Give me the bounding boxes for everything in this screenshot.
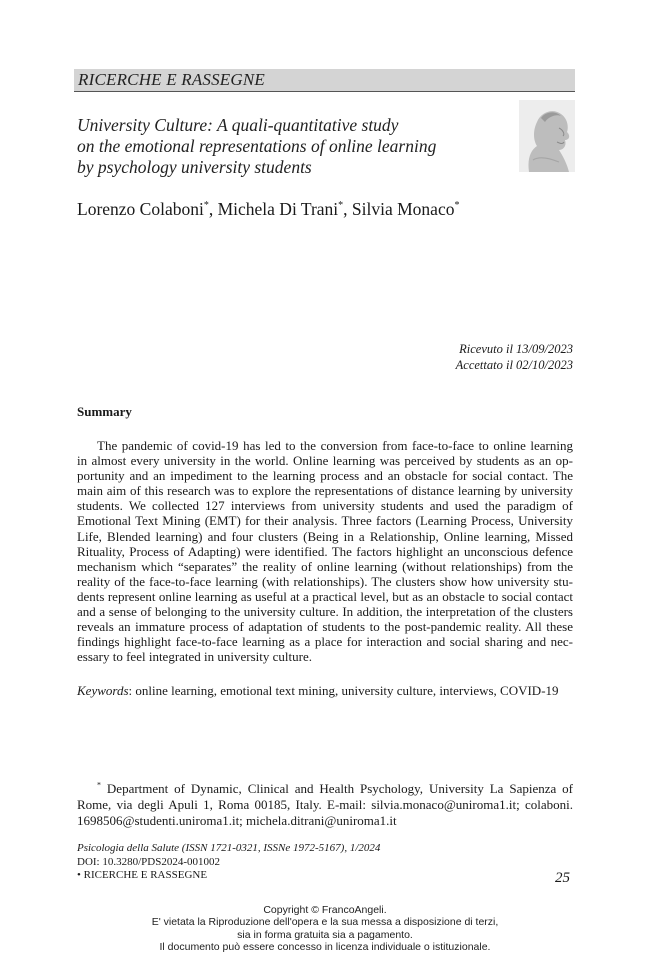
- affiliation-footnote: [77, 781, 573, 830]
- keywords-label: Keywords: [77, 683, 129, 698]
- abstract-line: essary to feel integrated in university culture.: [77, 649, 313, 665]
- keywords: [77, 683, 559, 699]
- title-line: on the emotional representations of online learning: [77, 136, 437, 156]
- author-name: Lorenzo Colaboni: [77, 199, 204, 219]
- author-list: [77, 199, 459, 220]
- journal-logo-portrait-icon: [519, 100, 575, 172]
- doi: DOI: 10.3280/PDS2024-001002: [77, 855, 221, 868]
- section-header-text: RICERCHE E RASSEGNE: [78, 70, 265, 89]
- abstract-line: The pandemic of covid-19 has led to the conversion from face-to-face to online learning: [97, 438, 573, 453]
- abstract-line: mechanism which “separates” the reality of online learning (without relationships) from the: [77, 558, 573, 574]
- author-separator: ,: [343, 199, 352, 219]
- abstract-line: in almost every university in the world. Online learning was perceived by students as an op-: [77, 453, 573, 469]
- footnote-text: Department of Dynamic, Clinical and Health Psychology, University La Sapienza of: [106, 781, 573, 796]
- abstract-line: Emotional Text Mining (EMT) for their analysis. Three factors (Learning Process, University: [77, 513, 573, 529]
- section-label: • RICERCHE E RASSEGNE: [77, 869, 208, 881]
- footnote-line: 1698506@studenti.uniroma1.it; michela.ditrani@uniroma1.it: [77, 813, 397, 829]
- section-header-bar: [74, 69, 575, 92]
- footnote-line: Rome, via degli Apuli 1, Roma 00185, Italy. E-mail: silvia.monaco@uniroma1.it; colaboni.: [77, 797, 573, 813]
- abstract-line: Rituality, Process of Adapting) were identified. The factors highlight an unconscious defence: [77, 543, 573, 559]
- author-affiliation-mark: *: [454, 200, 460, 212]
- author-name: Silvia Monaco: [351, 199, 455, 219]
- abstract-line: students. We collected 127 interviews from university students and used the paradigm of: [77, 498, 573, 514]
- submission-dates: [456, 341, 573, 373]
- title-line: University Culture: A quali-quantitative study: [77, 115, 399, 135]
- abstract-line: dents represent online learning as useful at a practical level, but as an obstacle to social contact: [77, 588, 573, 604]
- abstract-line: findings highlight face-to-face learning as a place for interaction and social sharing and nec-: [77, 634, 573, 650]
- author-name: Michela Di Trani: [217, 199, 339, 219]
- abstract-line: Life, Blended learning) and four clusters (Being in a Relationship, Online learning, Missed: [77, 528, 573, 544]
- copyright-line: Copyright © FrancoAngeli.: [263, 904, 387, 916]
- page-number: 25: [555, 870, 570, 886]
- abstract-line: portunity and an impediment to the learning process and an obstacle for social contact. The: [77, 468, 573, 484]
- abstract-line: reality of the face-to-face learning (with relationships). The clusters show how university stu-: [77, 573, 573, 589]
- author-affiliation-mark: *: [203, 200, 209, 212]
- journal-info: [77, 842, 380, 883]
- copyright-notice: [0, 904, 650, 954]
- title-line: by psychology university students: [77, 157, 312, 177]
- summary-heading: Summary: [77, 404, 132, 419]
- abstract-line: main aim of this research was to explore the representations of distance learning by university: [77, 483, 573, 499]
- author-affiliation-mark: *: [338, 200, 344, 212]
- accepted-date: Accettato il 02/10/2023: [455, 358, 573, 372]
- abstract-body: [77, 438, 573, 664]
- copyright-line: E' vietata la Riproduzione dell'opera e la sua messa a disposizione di terzi,: [151, 916, 499, 929]
- abstract-line: and a sense of belonging to the university culture. In addition, the interpretation of the clusters: [77, 604, 573, 620]
- footnote-mark: *: [97, 780, 101, 790]
- article-title: [77, 115, 497, 178]
- author-separator: ,: [208, 199, 218, 219]
- keywords-list: : online learning, emotional text mining, university culture, interviews, COVID-19: [128, 683, 559, 698]
- footnote-line: [77, 781, 573, 797]
- copyright-line: sia in forma gratuita sia a pagamento.: [237, 928, 413, 941]
- journal-citation: Psicologia della Salute (ISSN 1721-0321, ISSNe 1972-5167), 1/2024: [77, 842, 381, 854]
- received-date: Ricevuto il 13/09/2023: [459, 342, 573, 356]
- abstract-line: reveals an immature process of adaptation of students to the post-pandemic reality. All these: [77, 619, 573, 635]
- copyright-line: Il documento può essere concesso in licenza individuale o istituzionale.: [159, 941, 491, 954]
